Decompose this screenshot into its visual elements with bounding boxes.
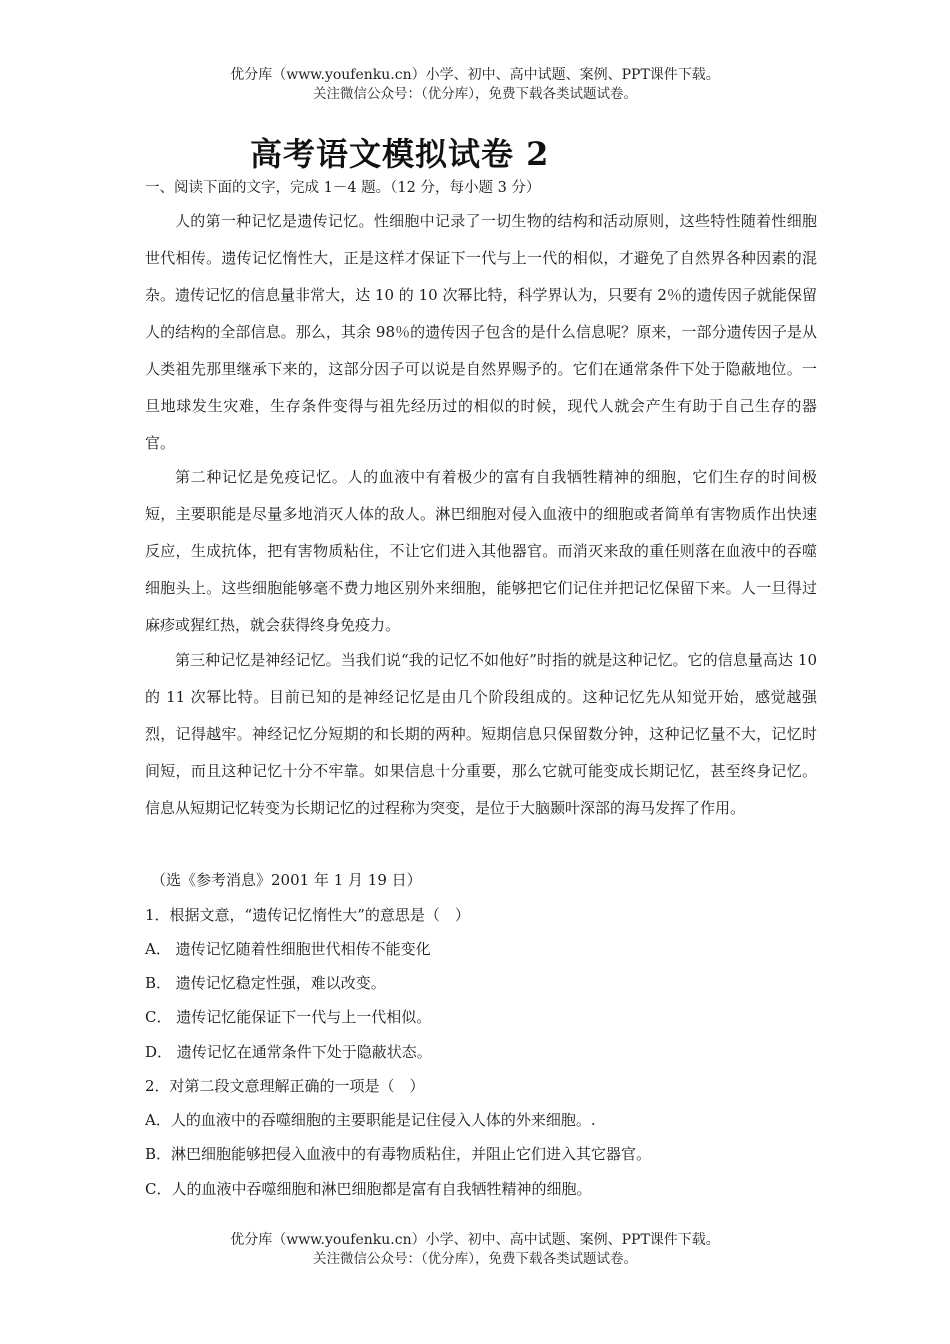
document-title: 高考语文模拟试卷 2 <box>250 135 550 173</box>
paragraph-text: 第二种记忆是免疫记忆。人的血液中有着极少的富有自我牺牲精神的细胞，它们生存的时间极短，主要职能是尽量多地消灭人体的敌人。淋巴细胞对侵入血液中的细胞或者简单有害物质作出快速反应，生成抗体，把有害物质粘住，不让它们进入其他器官。而消灭来敌的重任则落在血液中的吞噬细胞头上。这些细胞能够毫不费力地区别外来细胞，能够把它们记住并把记忆保留下来。人一旦得过麻疹或猩红热，就会获得终身免疫力。 <box>145 468 817 634</box>
header-line-2: 关注微信公众号：（优分库），免费下载各类试题试卷。 <box>313 86 637 102</box>
passage-paragraph-1 <box>145 203 817 462</box>
footer-line-1: 优分库（www.youfenku.cn）小学、初中、高中试题、案例、PPT课件下载。 <box>230 1232 720 1248</box>
footer-line-2: 关注微信公众号：（优分库），免费下载各类试题试卷。 <box>313 1251 637 1267</box>
question-2-option-b: B．淋巴细胞能够把侵入血液中的有毒物质粘住，并阻止它们进入其它器官。 <box>145 1145 652 1163</box>
passage-paragraph-3 <box>145 642 817 827</box>
question-1-option-c: C． 遗传记忆能保证下一代与上一代相似。 <box>145 1008 432 1026</box>
passage-source: （选《参考消息》2001 年 1 月 19 日） <box>151 871 422 889</box>
page-footer <box>0 1231 950 1269</box>
paragraph-text: 人的第一种记忆是遗传记忆。性细胞中记录了一切生物的结构和活动原则，这些特性随着性细胞世代相传。遗传记忆惰性大，正是这样才保证下一代与上一代的相似，才避免了自然界各种因素的混杂。遗传记忆的信息量非常大，达 10 的 10 次幂比特，科学界认为，只要有 2％的遗传因子就能保留人的结构的全部信息。那么，其余 98％的遗传因子包含的是什么信息呢？原来，一部分遗传因子是从人类祖先那里继承下来的，这部分因子可以说是自然界赐予的。它们在通常条件下处于隐蔽地位。一旦地球发生灾难，生存条件变得与祖先经历过的相似的时候，现代人就会产生有助于自己生存的器官。 <box>145 212 817 452</box>
page-header <box>0 66 950 104</box>
question-2-option-c: C．人的血液中吞噬细胞和淋巴细胞都是富有自我牺牲精神的细胞。 <box>145 1180 592 1198</box>
header-line-1: 优分库（www.youfenku.cn）小学、初中、高中试题、案例、PPT课件下载。 <box>230 67 720 83</box>
question-1-option-a: A． 遗传记忆随着性细胞世代相传不能变化 <box>145 940 431 958</box>
question-2-option-a: A．人的血液中的吞噬细胞的主要职能是记住侵入人体的外来细胞。. <box>145 1111 596 1129</box>
question-1-option-d: D． 遗传记忆在通常条件下处于隐蔽状态。 <box>145 1043 432 1061</box>
question-1-option-b: B． 遗传记忆稳定性强，难以改变。 <box>145 974 386 992</box>
paragraph-text: 第三种记忆是神经记忆。当我们说“我的记忆不如他好”时指的就是这种记忆。它的信息量高达 10 的 11 次幂比特。目前已知的是神经记忆是由几个阶段组成的。这种记忆先从知觉开始，感觉越强烈，记得越牢。神经记忆分短期的和长期的两种。短期信息只保留数分钟，这种记忆量不大，记忆时间短，而且这种记忆十分不牢靠。如果信息十分重要，那么它就可能变成长期记忆，甚至终身记忆。信息从短期记忆转变为长期记忆的过程称为突变，是位于大脑颞叶深部的海马发挥了作用。 <box>145 651 817 817</box>
passage-paragraph-2 <box>145 459 817 644</box>
question-2-stem: 2．对第二段文意理解正确的一项是（ ） <box>145 1077 425 1095</box>
section-1-heading: 一、阅读下面的文字，完成 1－4 题。（12 分，每小题 3 分） <box>145 180 541 196</box>
question-1-stem: 1．根据文意，“遗传记忆惰性大”的意思是（ ） <box>145 906 470 924</box>
